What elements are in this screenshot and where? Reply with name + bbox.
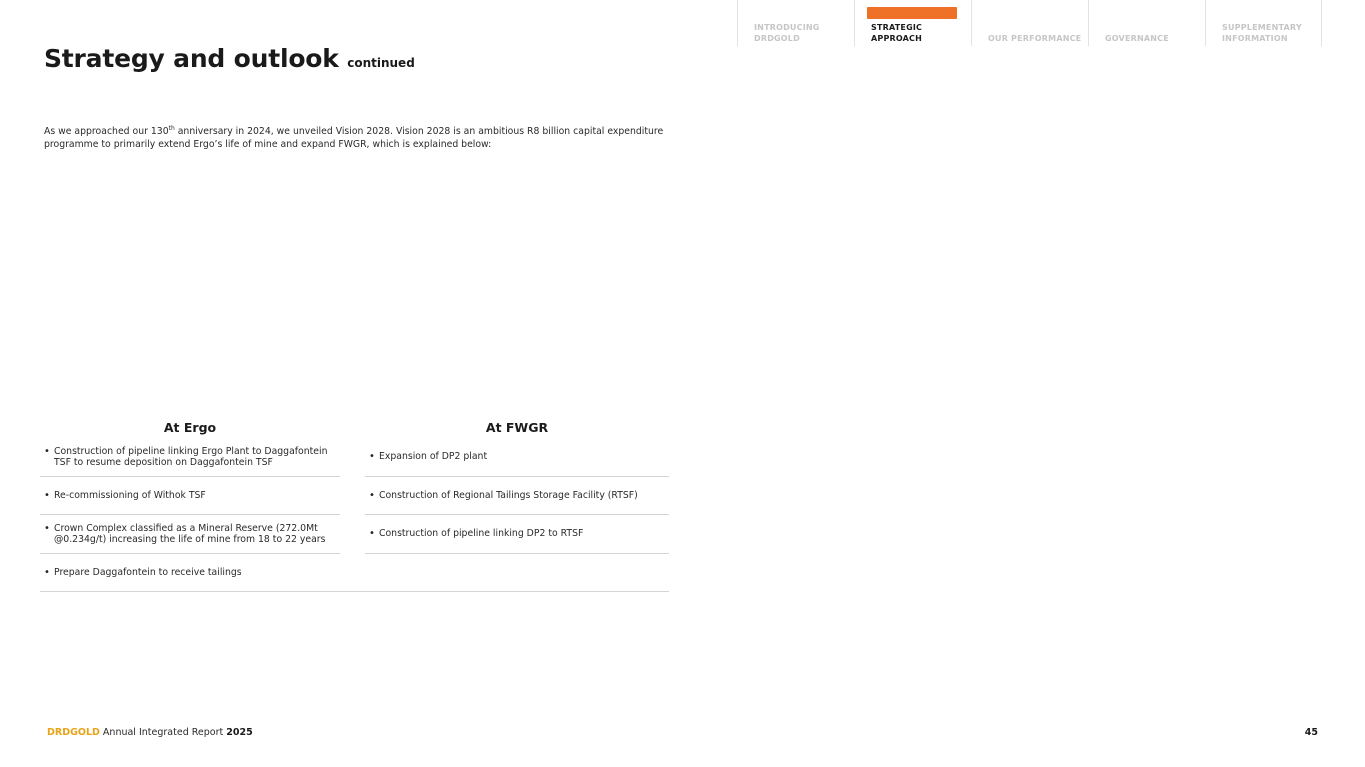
intro-text-end: anniversary in 2024, we unveiled Vision 2028. Vision 2028 is an ambitious R8 billion capital expenditure programme to primarily extend Ergo’s life of mine and expand FWGR, which is explained below:: [44, 126, 664, 150]
bullet-icon: •: [44, 522, 50, 534]
page-title-main: Strategy and outlook: [44, 44, 339, 73]
tab-label: OUR PERFORMANCE: [988, 33, 1082, 43]
active-tab-indicator: [867, 7, 957, 19]
tab-label: STRATEGIC APPROACH: [871, 23, 923, 43]
list-item-text: Crown Complex classified as a Mineral Reserve (272.0Mt @0.234g/t) increasing the life of mine from 18 to 22 years: [54, 522, 326, 545]
footer-year: 2025: [226, 727, 253, 738]
intro-paragraph: [44, 125, 684, 151]
bullet-icon: •: [44, 489, 50, 501]
list-item: [365, 477, 669, 516]
ergo-column-title: At Ergo: [163, 420, 217, 435]
list-item: [365, 515, 669, 554]
tab-governance[interactable]: [1088, 0, 1205, 46]
list-item: [365, 438, 669, 477]
ergo-column: [40, 418, 340, 592]
intro-ordinal-suffix: th: [168, 124, 175, 132]
fwgr-column: [365, 418, 669, 554]
ergo-list: [40, 438, 340, 592]
bullet-icon: •: [44, 445, 50, 457]
list-item-text: Construction of pipeline linking Ergo Plant to Daggafontein TSF to resume deposition on Daggafontein TSF: [54, 445, 328, 468]
tab-label: INTRODUCING DRDGOLD: [754, 23, 820, 43]
bullet-icon: •: [44, 566, 50, 578]
tab-strategic-approach[interactable]: [854, 0, 971, 46]
page-title: [44, 44, 415, 73]
fwgr-list: [365, 438, 669, 554]
tab-supplementary-information[interactable]: [1205, 0, 1322, 46]
tab-label: SUPPLEMENTARY INFORMATION: [1222, 23, 1302, 43]
list-item-text: Re-commissioning of Withok TSF: [54, 489, 206, 501]
list-item-text: Prepare Daggafontein to receive tailings: [54, 566, 242, 578]
list-item: [40, 554, 669, 593]
bullet-icon: •: [369, 528, 375, 540]
fwgr-column-title: At FWGR: [485, 420, 549, 435]
tab-label: GOVERNANCE: [1105, 33, 1169, 43]
bullet-icon: •: [369, 451, 375, 463]
list-item: [40, 515, 340, 554]
page-title-suffix: continued: [347, 56, 415, 70]
section-nav: [737, 0, 1322, 46]
intro-text-start: As we approached our 130: [44, 126, 169, 137]
tab-our-performance[interactable]: [971, 0, 1088, 46]
footer-report-name: Annual Integrated Report: [99, 727, 227, 738]
bullet-icon: •: [369, 489, 375, 501]
list-item-text: Construction of pipeline linking DP2 to RTSF: [379, 528, 584, 540]
footer-brand: DRDGOLD: [47, 727, 100, 738]
tab-introducing-drdgold[interactable]: [737, 0, 854, 46]
list-item: [40, 438, 340, 477]
page-number: 45: [1304, 727, 1318, 738]
list-item-text: Expansion of DP2 plant: [379, 451, 488, 463]
footer: [47, 727, 253, 738]
list-item: [40, 477, 340, 516]
list-item-text: Construction of Regional Tailings Storage Facility (RTSF): [379, 489, 638, 501]
